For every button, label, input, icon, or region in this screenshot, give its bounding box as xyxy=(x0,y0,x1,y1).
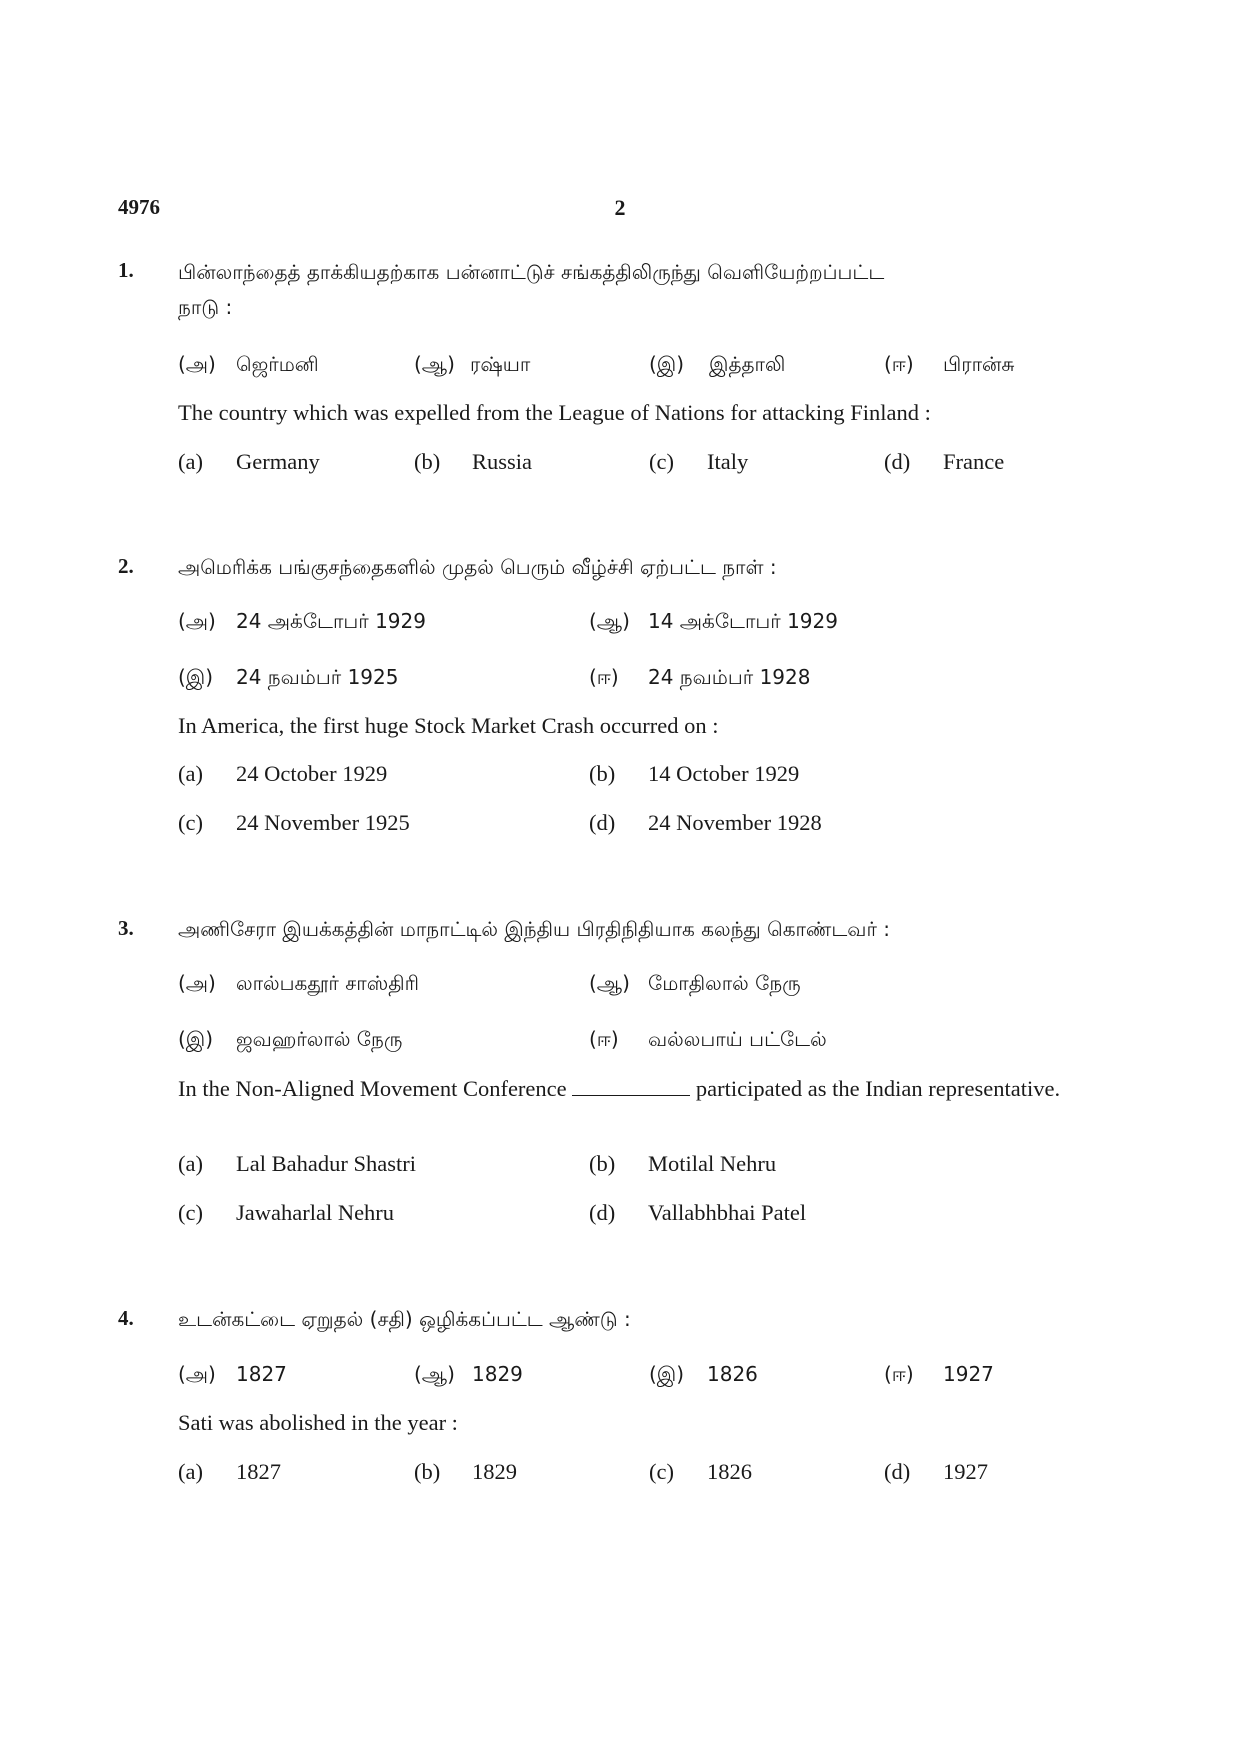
english-option-text: Motilal Nehru xyxy=(648,1151,777,1176)
tamil-stem-continuation: நாடு : xyxy=(178,295,233,319)
tamil-option-label: (ஆ) xyxy=(414,352,455,376)
english-option-label: (b) xyxy=(414,1459,441,1484)
english-option-text: 1927 xyxy=(943,1459,988,1484)
english-option-text: 24 November 1925 xyxy=(236,810,410,835)
tamil-stem: பின்லாந்தைத் தாக்கியதற்காக பன்னாட்டுச் சங்கத்திலிருந்து வெளியேற்றப்பட்ட xyxy=(178,260,885,284)
english-option-label: (b) xyxy=(414,449,441,474)
english-option-label: (b) xyxy=(589,1151,616,1176)
answer-blank xyxy=(572,1077,690,1096)
tamil-option-label: (ஈ) xyxy=(884,1362,914,1386)
tamil-option-text: மோதிலால் நேரு xyxy=(648,971,801,995)
tamil-option-label: (அ) xyxy=(178,971,216,995)
tamil-option-label: (ஈ) xyxy=(884,352,914,376)
tamil-option-text: 1826 xyxy=(707,1362,758,1386)
tamil-option-text: இத்தாலி xyxy=(709,352,786,376)
tamil-option-text: 14 அக்டோபர் 1929 xyxy=(648,609,838,633)
tamil-option-text: 24 நவம்பர் 1928 xyxy=(648,665,811,689)
tamil-option-label: (ஈ) xyxy=(589,1027,619,1051)
tamil-option-label: (இ) xyxy=(178,665,214,689)
tamil-option-text: ஜெர்மனி xyxy=(236,352,319,376)
tamil-option-label: (இ) xyxy=(178,1027,214,1051)
tamil-option-label: (இ) xyxy=(649,352,685,376)
english-option-label: (a) xyxy=(178,761,203,786)
english-stem-before-blank: In the Non-Aligned Movement Conference xyxy=(178,1076,567,1101)
tamil-option-text: 24 அக்டோபர் 1929 xyxy=(236,609,426,633)
tamil-option-text: 24 நவம்பர் 1925 xyxy=(236,665,399,689)
english-option-text: 1827 xyxy=(236,1459,281,1484)
english-option-text: Germany xyxy=(236,449,320,474)
english-option-label: (d) xyxy=(589,810,616,835)
tamil-option-label: (ஆ) xyxy=(414,1362,455,1386)
english-option-label: (c) xyxy=(178,810,203,835)
tamil-option-text: வல்லபாய் பட்டேல் xyxy=(648,1027,827,1051)
tamil-option-label: (ஈ) xyxy=(589,665,619,689)
english-option-text: Russia xyxy=(472,449,533,474)
english-option-label: (d) xyxy=(884,449,911,474)
question-number: 1. xyxy=(118,258,134,282)
english-stem: In America, the first huge Stock Market Crash occurred on : xyxy=(178,713,719,738)
tamil-option-label: (ஆ) xyxy=(589,971,630,995)
english-option-label: (a) xyxy=(178,1151,203,1176)
english-option-text: 24 October 1929 xyxy=(236,761,388,786)
english-option-label: (d) xyxy=(589,1200,616,1225)
question-number: 2. xyxy=(118,554,134,578)
tamil-option-text: 1927 xyxy=(943,1362,994,1386)
english-option-text: 1829 xyxy=(472,1459,517,1484)
tamil-option-label: (இ) xyxy=(649,1362,685,1386)
tamil-option-label: (அ) xyxy=(178,1362,216,1386)
english-option-text: 24 November 1928 xyxy=(648,810,822,835)
english-option-label: (d) xyxy=(884,1459,911,1484)
english-option-label: (a) xyxy=(178,1459,203,1484)
english-stem: Sati was abolished in the year : xyxy=(178,1410,458,1435)
tamil-option-label: (அ) xyxy=(178,609,216,633)
english-option-text: Lal Bahadur Shastri xyxy=(236,1151,416,1176)
tamil-option-text: பிரான்சு xyxy=(943,352,1015,376)
tamil-option-text: ஜவஹர்லால் நேரு xyxy=(236,1027,403,1051)
tamil-option-label: (அ) xyxy=(178,352,216,376)
tamil-option-text: 1829 xyxy=(472,1362,523,1386)
english-option-text: 1826 xyxy=(707,1459,752,1484)
english-option-text: Vallabhbhai Patel xyxy=(648,1200,807,1225)
tamil-option-label: (ஆ) xyxy=(589,609,630,633)
tamil-stem: அமெரிக்க பங்குசந்தைகளில் முதல் பெரும் வீழ்ச்சி ஏற்பட்ட நாள் : xyxy=(178,555,777,579)
tamil-option-text: 1827 xyxy=(236,1362,287,1386)
tamil-stem: உடன்கட்டை ஏறுதல் (சதி) ஒழிக்கப்பட்ட ஆண்டு : xyxy=(178,1307,631,1331)
english-option-label: (c) xyxy=(649,449,674,474)
question-number: 4. xyxy=(118,1306,134,1330)
tamil-option-text: ரஷ்யா xyxy=(470,352,531,376)
english-option-text: Jawaharlal Nehru xyxy=(236,1200,395,1225)
english-stem: The country which was expelled from the League of Nations for attacking Finland : xyxy=(178,400,931,425)
english-option-text: Italy xyxy=(707,449,749,474)
page-number: 2 xyxy=(614,195,626,220)
english-option-text: France xyxy=(943,449,1005,474)
english-option-label: (b) xyxy=(589,761,616,786)
tamil-stem: அணிசேரா இயக்கத்தின் மாநாட்டில் இந்திய பிரதிநிதியாக கலந்து கொண்டவர் : xyxy=(178,917,890,941)
tamil-option-text: லால்பகதூர் சாஸ்திரி xyxy=(236,971,419,995)
english-stem xyxy=(178,1075,1070,1102)
english-stem-after-blank: participated as the Indian representative. xyxy=(695,1076,1061,1101)
english-option-label: (a) xyxy=(178,449,203,474)
english-option-label: (c) xyxy=(178,1200,203,1225)
paper-code: 4976 xyxy=(118,195,160,219)
english-option-text: 14 October 1929 xyxy=(648,761,800,786)
question-number: 3. xyxy=(118,916,134,940)
english-option-label: (c) xyxy=(649,1459,674,1484)
